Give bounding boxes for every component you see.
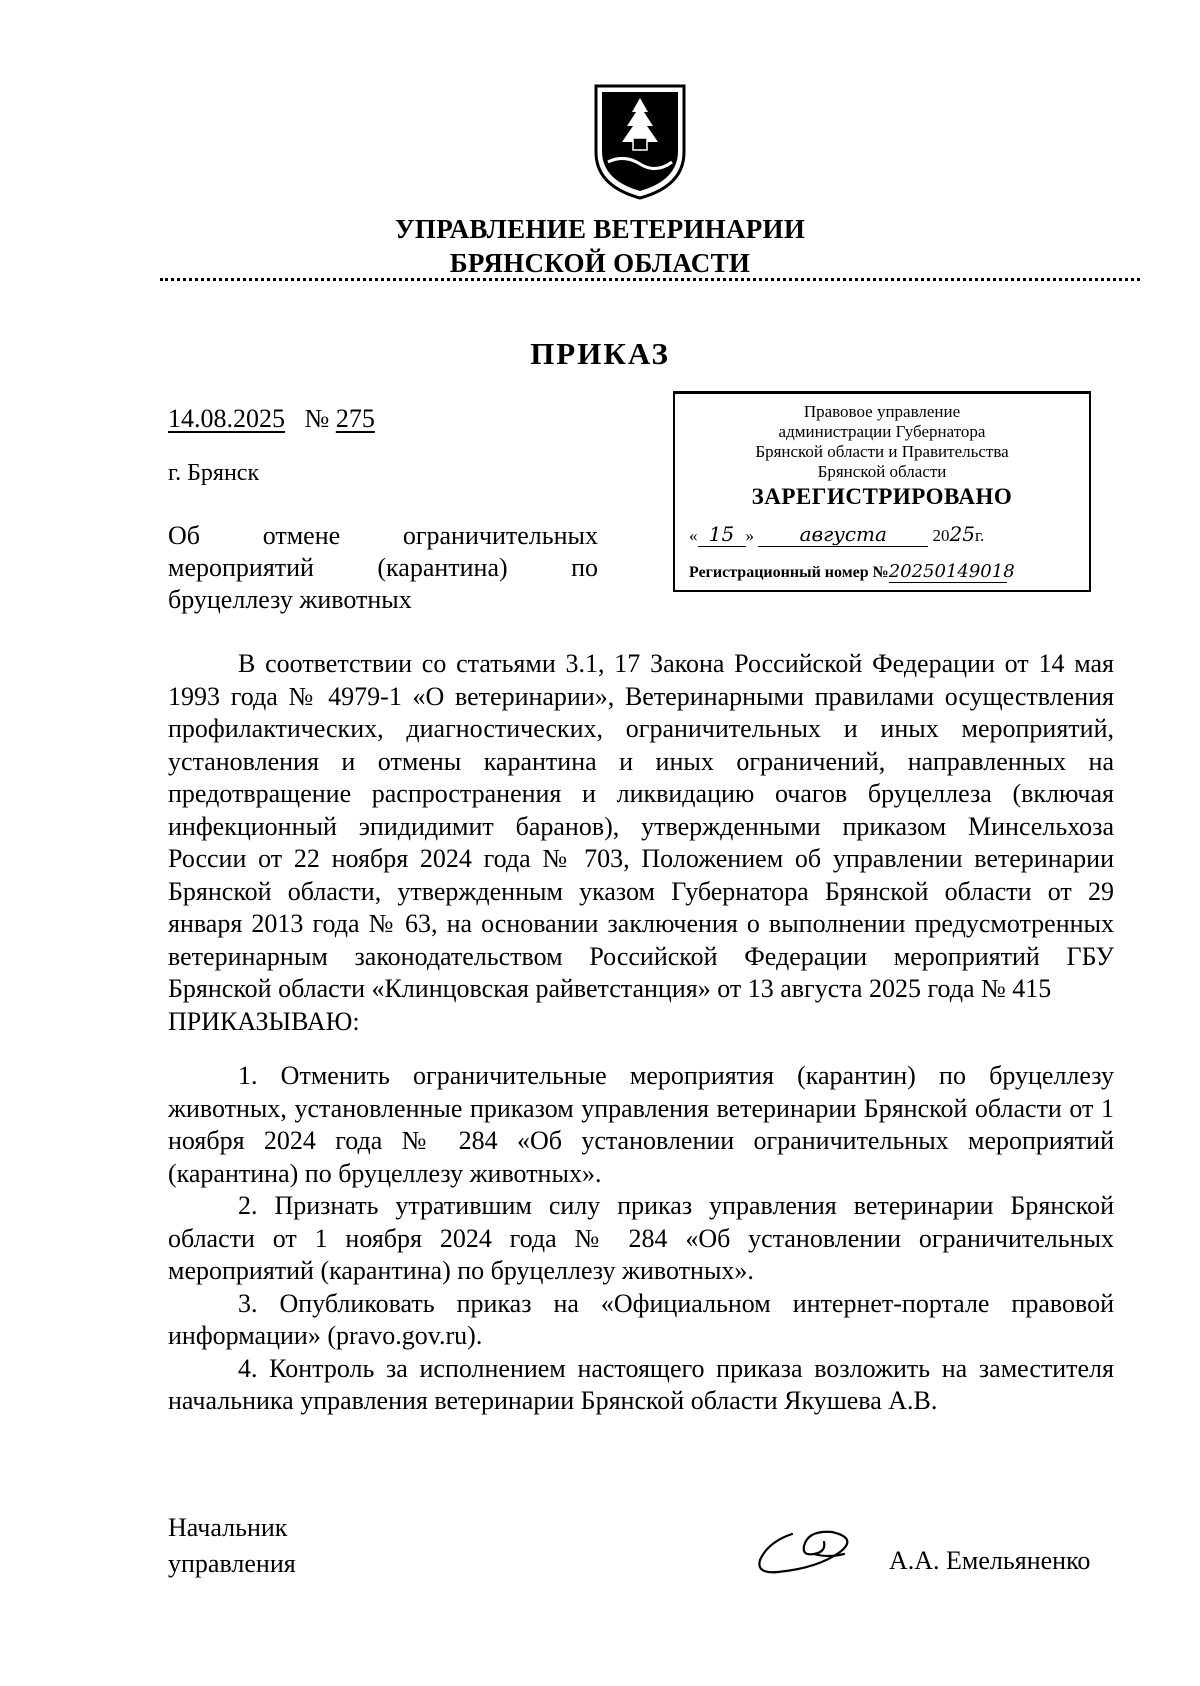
org-name-line2: БРЯНСКОЙ ОБЛАСТИ [449,248,751,278]
org-name-line1: УПРАВЛЕНИЕ ВЕТЕРИНАРИИ [394,214,806,244]
document-title: ПРИКАЗ [530,336,670,371]
subject-line: бруцеллезу животных [168,585,412,614]
signer-name: А.А. Емельяненко [889,1546,1091,1575]
order-word: ПРИКАЗЫВАЮ: [168,1006,360,1036]
stamp-line: администрации Губернатора [778,422,986,441]
number-label: № [304,404,330,433]
coat-of-arms-icon [590,82,690,202]
document-city: г. Брянск [168,460,260,486]
order-item: 4. Контроль за исполнением настоящего приказа возложить на заместителя начальника управления ветеринарии Брянской области Якушева А.В. [168,1353,1114,1415]
document-subject [168,520,598,616]
stamp-line: Правовое управление [803,402,961,421]
document-date: 14.08.2025 [168,404,285,433]
date-number-line [168,404,375,434]
order-item: 1. Отменить ограничительные мероприятия (карантин) по бруцеллезу животных, установленные приказом управления ветеринарии Брянской области от 1 ноября 2024 года № 284 «Об установлении ограничительных мероприятий (карантина) по бруцеллезу животных». [168,1061,1114,1188]
stamp-year: 25 [949,522,975,546]
stamp-day: 15 [698,522,746,547]
stamp-regnum-label: Регистрационный номер № [689,564,889,581]
stamp-registered: ЗАРЕГИСТРИРОВАНО [751,484,1013,509]
document-number: 275 [335,404,375,433]
stamp-date-line: « 15 » августа 2025г. [689,522,985,546]
document-body [168,648,1114,1418]
header-divider [160,278,1140,281]
handwritten-signature [748,1512,868,1582]
order-item: 2. Признать утратившим силу приказ управления ветеринарии Брянской области от 1 ноября 2024 года № 284 «Об установлении ограничительных мероприятий (карантина) по бруцеллезу животных». [168,1191,1114,1285]
subject-line: мероприятий (карантина) по [168,553,598,582]
subject-line: Об отмене ограничительных [168,521,598,550]
preamble: В соответствии со статьями 3.1, 17 Закона Российской Федерации от 14 мая 1993 года № 4979-1 «О ветеринарии», Ветеринарными правилами осуществления профилактических, диагностических, ограничительных и иных мероприятий, установления и отмены карантина и иных ограничений, направленных на предотвращение распространения и ликвидацию очагов бруцеллеза (включая инфекционный эпидидимит баранов), утвержденными приказом Минсельхоза России от 22 ноября 2024 года № 703, Положением об управлении ветеринарии Брянской области, утвержденным указом Губернатора Брянской области от 29 января 2013 года № 63, на основании заключения о выполнении предусмотренных ветеринарным законодательством Российской Федерации мероприятий ГБУ Брянской области «Клинцовская райветстанция» от 13 августа 2025 года № 415 [168,649,1114,1003]
registration-stamp [673,391,1091,592]
order-item: 3. Опубликовать приказ на «Официальном интернет-портале правовой информации» (pravo.gov.ru). [168,1288,1114,1350]
stamp-line: Брянской области [817,462,947,481]
stamp-month: августа [758,522,928,547]
signer-position: Начальник управления [168,1513,296,1578]
stamp-regnum-line [689,561,1079,583]
stamp-line: Брянской области и Правительства [755,442,1009,461]
stamp-regnum: 20250149018 [888,561,1015,582]
